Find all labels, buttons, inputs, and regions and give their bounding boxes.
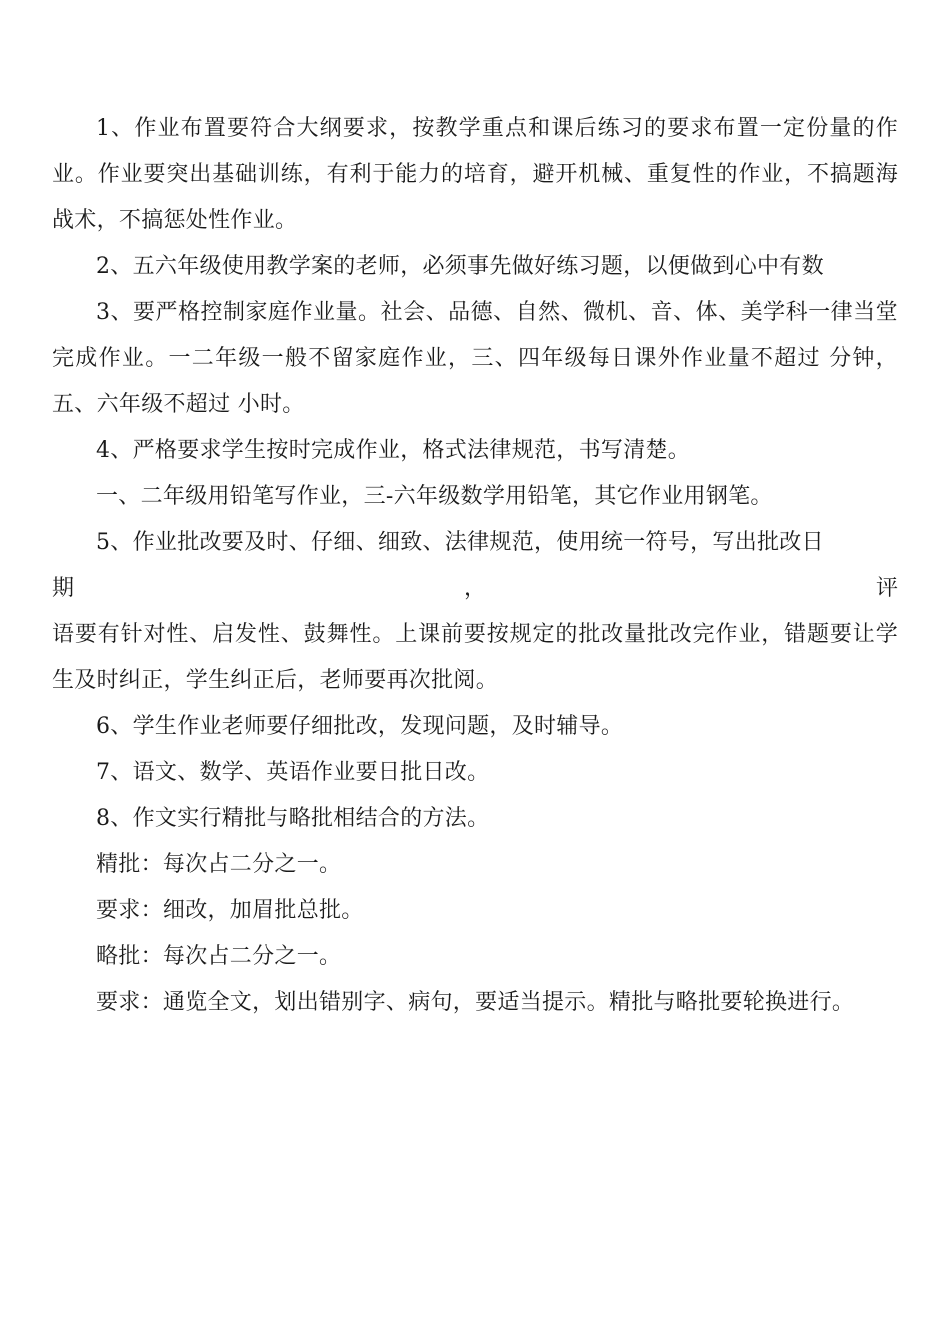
paragraph-1: 1、作业布置要符合大纲要求，按教学重点和课后练习的要求布置一定份量的作业。作业要突出基础训练，有利于能力的培育，避开机械、重复性的作业，不搞题海战术，不搞惩处性作业。 — [52, 116, 898, 233]
paragraph-10: 要求：细改，加眉批总批。 — [96, 898, 364, 923]
paragraph-5-rest: 语要有针对性、启发性、鼓舞性。上课前要按规定的批改量批改完作业，错题要让学生及时纠正，学生纠正后，老师要再次批阅。 — [52, 622, 898, 693]
paragraph-7: 7、语文、数学、英语作业要日批日改。 — [96, 760, 490, 785]
paragraph-9: 精批：每次占二分之一。 — [96, 852, 342, 877]
paragraph-5-word-b: ， — [463, 576, 486, 601]
paragraph-5 — [52, 520, 898, 704]
paragraph-4: 4、严格要求学生按时完成作业，格式法律规范，书写清楚。 — [96, 438, 691, 463]
paragraph-5-word-a: 期 — [52, 576, 75, 601]
paragraph-5-word-c: 评 — [875, 576, 898, 601]
paragraph-5-line-1: 5、作业批改要及时、仔细、细致、法律规范，使用统一符号，写出批改日 — [96, 530, 824, 555]
paragraph-8: 8、作文实行精批与略批相结合的方法。 — [96, 806, 490, 831]
document-page — [52, 106, 898, 1026]
paragraph-11: 略批：每次占二分之一。 — [96, 944, 342, 969]
paragraph-4b: 一、二年级用铅笔写作业，三-六年级数学用铅笔，其它作业用钢笔。 — [96, 484, 773, 509]
paragraph-12: 要求：通览全文，划出错别字、病句，要适当提示。精批与略批要轮换进行。 — [96, 990, 855, 1015]
paragraph-2: 2、五六年级使用教学案的老师，必须事先做好练习题，以便做到心中有数 — [96, 254, 824, 279]
paragraph-5-line-2 — [52, 566, 898, 612]
paragraph-3: 3、要严格控制家庭作业量。社会、品德、自然、微机、音、体、美学科一律当堂完成作业。一二年级一般不留家庭作业，三、四年级每日课外作业量不超过 分钟，五、六年级不超过 小时。 — [52, 300, 898, 417]
paragraph-6: 6、学生作业老师要仔细批改，发现问题，及时辅导。 — [96, 714, 624, 739]
